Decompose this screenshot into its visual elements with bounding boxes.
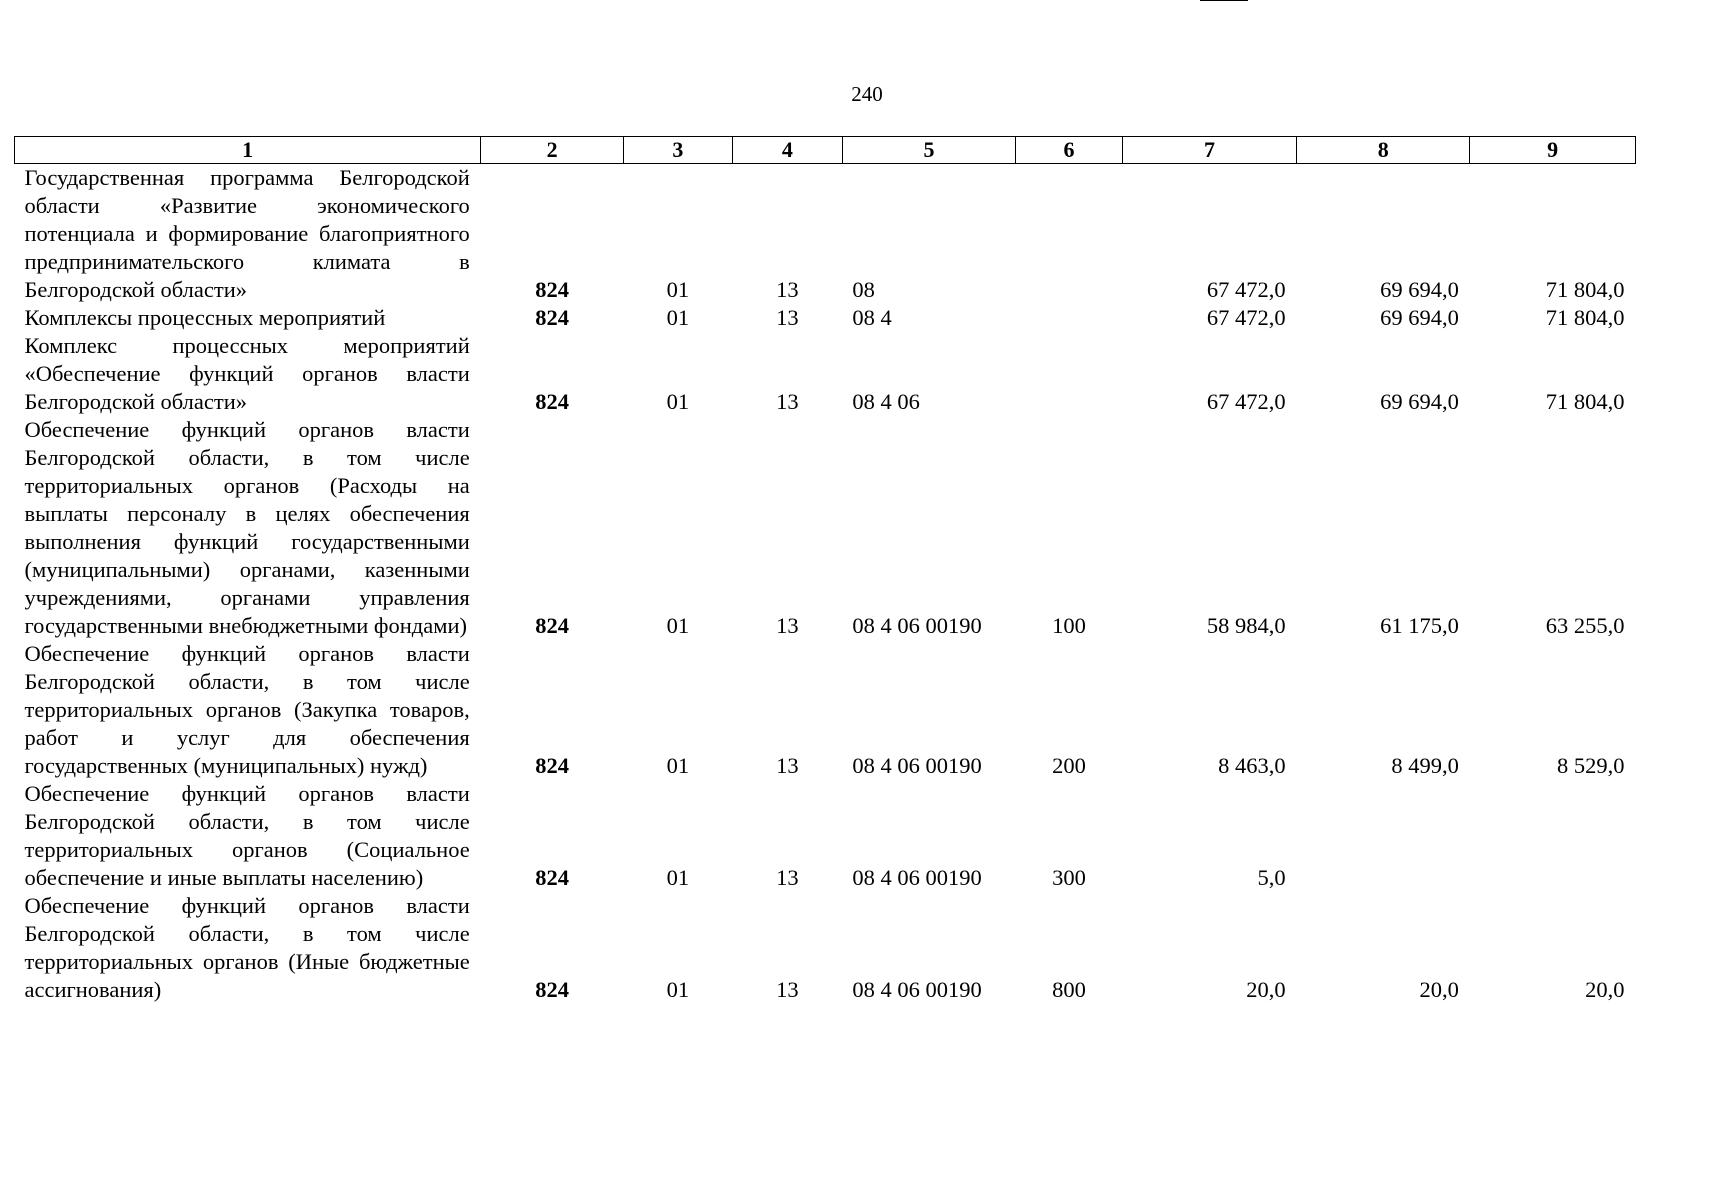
- subsection-code: 13: [776, 389, 799, 414]
- table-row: [15, 640, 1636, 780]
- section-code: 01: [666, 753, 690, 778]
- header-row: [15, 137, 1636, 164]
- amount-col9: [1470, 780, 1636, 892]
- ministry-code: 824: [535, 305, 569, 330]
- amount-col9: 71 804,0: [1545, 305, 1625, 330]
- row-name: Комплекс процессных мероприятий «Обеспечение функций органов власти Белгородской области»: [24, 333, 470, 414]
- amount-col8: 69 694,0: [1380, 277, 1459, 302]
- amount-col7: 58 984,0: [1206, 613, 1286, 638]
- subsection-code: 13: [776, 305, 799, 330]
- header-cell-7: 7: [1122, 137, 1296, 164]
- amount-col9: 20,0: [1585, 977, 1625, 1002]
- header-cell-3: 3: [623, 137, 732, 164]
- row-name: Обеспечение функций органов власти Белгородской области, в том числе территориальных органов (Расходы на выплаты персоналу в целях обеспечения выполнения функций государственными (муниципальными) органами, казенными учреждениями, органами управления государственными внебюджетными фондами): [24, 417, 470, 638]
- expense-type-code: 800: [1052, 977, 1086, 1002]
- target-article-code: 08 4 06 00190: [852, 613, 982, 638]
- header-cell-1: 1: [15, 137, 481, 164]
- amount-col8: 69 694,0: [1380, 305, 1459, 330]
- section-code: 01: [666, 977, 690, 1002]
- amount-col9: 63 255,0: [1545, 613, 1625, 638]
- header-cell-6: 6: [1016, 137, 1123, 164]
- expense-type-code: [1016, 164, 1123, 305]
- top-edge-mark: [1200, 0, 1248, 1]
- table-row: [15, 332, 1636, 416]
- amount-col7: 8 463,0: [1218, 753, 1286, 778]
- amount-col8: 61 175,0: [1380, 613, 1459, 638]
- target-article-code: 08 4 06 00190: [852, 865, 982, 890]
- table-body: [15, 164, 1636, 1005]
- subsection-code: 13: [776, 277, 799, 302]
- amount-col8: 69 694,0: [1380, 389, 1459, 414]
- expense-type-code: 200: [1052, 753, 1086, 778]
- amount-col8: [1297, 780, 1470, 892]
- section-code: 01: [666, 389, 690, 414]
- section-code: 01: [666, 277, 690, 302]
- row-name: Обеспечение функций органов власти Белгородской области, в том числе территориальных органов (Социальное обеспечение и иные выплаты населению): [24, 781, 470, 890]
- budget-table: [14, 136, 1636, 1004]
- target-article-code: 08 4 06 00190: [852, 753, 982, 778]
- amount-col7: 67 472,0: [1206, 277, 1286, 302]
- ministry-code: 824: [535, 977, 569, 1002]
- amount-col7: 67 472,0: [1206, 389, 1286, 414]
- subsection-code: 13: [776, 977, 799, 1002]
- section-code: 01: [666, 865, 690, 890]
- amount-col8: 8 499,0: [1391, 753, 1459, 778]
- row-name: Государственная программа Белгородской области «Развитие экономического потенциала и формирование благоприятного предпринимательского климата в Белгородской области»: [24, 165, 470, 302]
- target-article-code: 08 4: [852, 305, 892, 330]
- header-cell-9: 9: [1470, 137, 1636, 164]
- ministry-code: 824: [535, 753, 569, 778]
- amount-col9: 71 804,0: [1545, 389, 1625, 414]
- ministry-code: 824: [535, 613, 569, 638]
- section-code: 01: [666, 613, 690, 638]
- amount-col8: 20,0: [1419, 977, 1459, 1002]
- header-cell-2: 2: [481, 137, 624, 164]
- row-name: Обеспечение функций органов власти Белгородской области, в том числе территориальных органов (Иные бюджетные ассигнования): [24, 893, 470, 1002]
- amount-col9: 8 529,0: [1557, 753, 1625, 778]
- amount-col7: 20,0: [1246, 977, 1286, 1002]
- row-name: Обеспечение функций органов власти Белгородской области, в том числе территориальных органов (Закупка товаров, работ и услуг для обеспечения государственных (муниципальных) нужд): [24, 641, 470, 778]
- expense-type-code: 300: [1052, 865, 1086, 890]
- expense-type-code: [1016, 304, 1123, 332]
- table-row: [15, 416, 1636, 640]
- ministry-code: 824: [535, 277, 569, 302]
- section-code: 01: [666, 305, 690, 330]
- ministry-code: 824: [535, 389, 569, 414]
- table-row: [15, 780, 1636, 892]
- table-header: [15, 137, 1636, 164]
- header-cell-5: 5: [842, 137, 1015, 164]
- table-row: [15, 304, 1636, 332]
- header-cell-4: 4: [732, 137, 842, 164]
- row-name: Комплексы процессных мероприятий: [24, 305, 386, 330]
- ministry-code: 824: [535, 865, 569, 890]
- subsection-code: 13: [776, 865, 799, 890]
- target-article-code: 08: [852, 277, 875, 302]
- expense-type-code: [1016, 332, 1123, 416]
- amount-col7: 67 472,0: [1206, 305, 1286, 330]
- page-number: 240: [851, 82, 883, 106]
- table-row: [15, 892, 1636, 1004]
- table-row: [15, 164, 1636, 305]
- target-article-code: 08 4 06 00190: [852, 977, 982, 1002]
- amount-col7: 5,0: [1257, 865, 1286, 890]
- header-cell-8: 8: [1297, 137, 1470, 164]
- expense-type-code: 100: [1052, 613, 1086, 638]
- amount-col9: 71 804,0: [1545, 277, 1625, 302]
- subsection-code: 13: [776, 753, 799, 778]
- subsection-code: 13: [776, 613, 799, 638]
- target-article-code: 08 4 06: [852, 389, 920, 414]
